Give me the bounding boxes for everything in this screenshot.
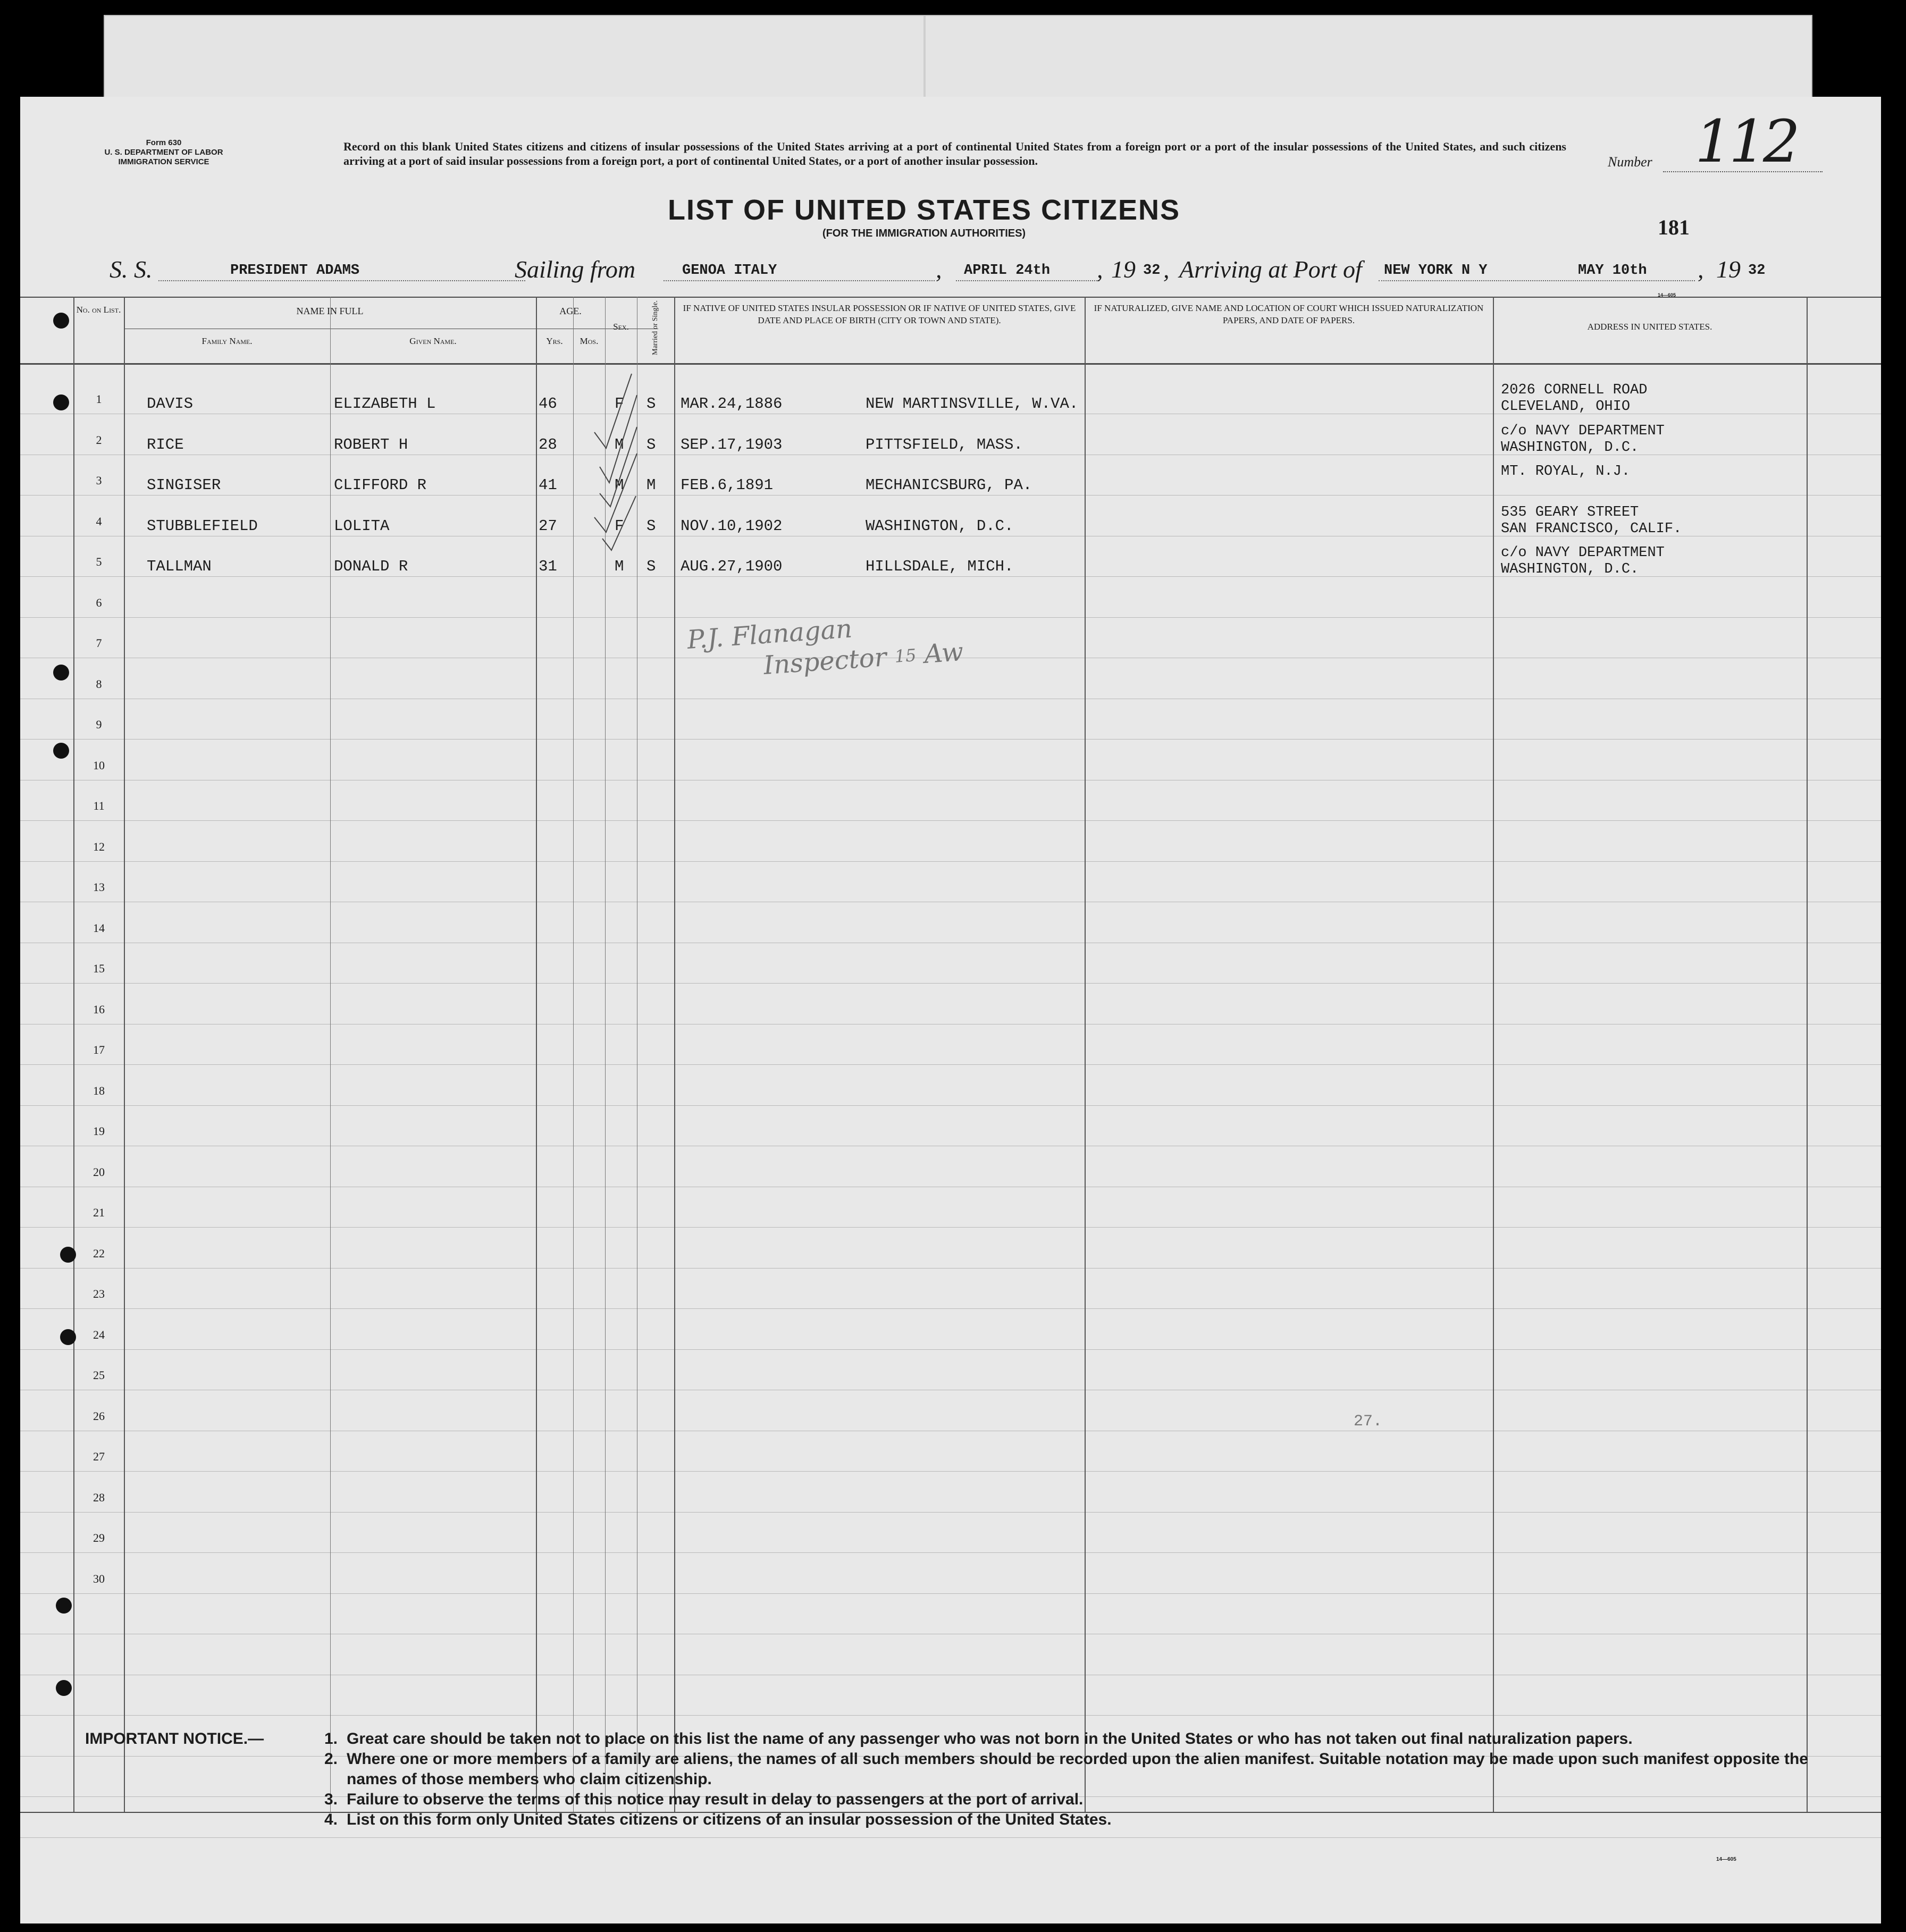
- address-line: c/o NAVY DEPARTMENT: [1501, 423, 1665, 439]
- form-identifier: [84, 138, 244, 167]
- family-name-cell: RICE: [147, 435, 184, 453]
- row-number: 14: [93, 921, 105, 935]
- col-divider: [674, 297, 675, 1812]
- ruled-line: [20, 1715, 1881, 1716]
- row-number: 18: [93, 1083, 105, 1097]
- ruled-line: [20, 1268, 1881, 1269]
- row-number: 5: [96, 555, 102, 568]
- row-number: 15: [93, 962, 105, 975]
- address-line: 2026 CORNELL ROAD: [1501, 382, 1648, 398]
- footer-form-code: 14—605: [1716, 1857, 1736, 1862]
- ship-field-line: [158, 280, 525, 281]
- ruled-line: [20, 861, 1881, 862]
- header-given-name: Given Name.: [409, 336, 457, 346]
- binder-hole: [53, 394, 69, 410]
- header-sex: Sex.: [613, 322, 629, 332]
- check-mark: [600, 395, 637, 483]
- ruled-line: [20, 1308, 1881, 1309]
- row-number: 25: [93, 1368, 105, 1382]
- birth-date-cell: FEB.6,1891: [681, 476, 774, 494]
- notice-item-number: 4.: [324, 1811, 338, 1828]
- address-line: WASHINGTON, D.C.: [1501, 561, 1639, 577]
- row-number: 16: [93, 1002, 105, 1016]
- marital-status-cell: S: [646, 435, 656, 453]
- address-cell: [1501, 505, 1682, 537]
- sail-date: APRIL 24th: [964, 263, 1051, 279]
- ruled-line: [20, 1064, 1881, 1065]
- notice-label: IMPORTANT NOTICE.—: [85, 1730, 264, 1748]
- binder-hole: [53, 665, 69, 681]
- family-name-cell: SINGISER: [147, 476, 221, 494]
- comma-1: ,: [936, 256, 942, 283]
- service-name: IMMIGRATION SERVICE: [118, 157, 209, 166]
- address-cell: [1501, 545, 1665, 578]
- stamped-page-number: 181: [1658, 215, 1690, 239]
- check-mark: [594, 453, 637, 532]
- address-line: SAN FRANCISCO, CALIF.: [1501, 520, 1682, 537]
- number-label: Number: [1608, 154, 1652, 170]
- marital-status-cell: S: [646, 558, 656, 575]
- notice-item-number: 3.: [324, 1791, 338, 1808]
- birth-date-cell: SEP.17,1903: [681, 435, 783, 453]
- family-name-cell: TALLMAN: [147, 558, 212, 575]
- ruled-line: [20, 1837, 1881, 1838]
- row-number: 6: [96, 595, 102, 609]
- check-mark: [594, 374, 632, 448]
- row-number: 27: [93, 1450, 105, 1463]
- comma-4: ,: [1698, 256, 1704, 283]
- given-name-cell: CLIFFORD R: [334, 476, 427, 494]
- arrival-port: NEW YORK N Y: [1384, 263, 1488, 279]
- given-name-cell: ROBERT H: [334, 435, 408, 453]
- header-address: ADDRESS IN UNITED STATES.: [1587, 322, 1712, 332]
- binder-hole: [53, 743, 69, 759]
- row-number: 22: [93, 1246, 105, 1260]
- row-number: 17: [93, 1043, 105, 1056]
- stray-pencil-mark: 27.: [1354, 1413, 1383, 1431]
- row-number: 9: [96, 718, 102, 731]
- arrive-year: 32: [1748, 263, 1766, 279]
- page-subtitle: (FOR THE IMMIGRATION AUTHORITIES): [822, 228, 1026, 239]
- arriving-label: Arriving at Port of: [1179, 256, 1362, 283]
- binder-hole: [53, 313, 69, 329]
- printer-mark: 14—605: [1658, 292, 1676, 298]
- marital-status-cell: S: [646, 395, 656, 413]
- check-mark: [602, 496, 636, 550]
- birth-place-cell: PITTSFIELD, MASS.: [866, 435, 1023, 453]
- ship-name: PRESIDENT ADAMS: [230, 263, 360, 279]
- address-line: c/o NAVY DEPARTMENT: [1501, 545, 1665, 561]
- header-yrs: Yrs.: [546, 336, 563, 346]
- header-age: AGE.: [559, 306, 582, 316]
- given-name-cell: LOLITA: [334, 517, 390, 535]
- ruled-line: [20, 1349, 1881, 1350]
- age-cell: 41: [539, 476, 557, 494]
- birth-place-cell: WASHINGTON, D.C.: [866, 517, 1014, 535]
- notice-item-text: Where one or more members of a family are aliens, the names of all such members should be recorded upon the alien manifest. Suitable notation may be made upon such manifest opposite the names of those members who claim citizenship.: [347, 1750, 1808, 1788]
- sail-year: 32: [1143, 263, 1161, 279]
- address-line: 535 GEARY STREET: [1501, 504, 1639, 520]
- row-number: 19: [93, 1124, 105, 1138]
- binder-hole: [60, 1329, 76, 1345]
- age-cell: 27: [539, 517, 557, 535]
- marital-status-cell: M: [646, 476, 656, 494]
- row-number: 8: [96, 677, 102, 691]
- row-number: 26: [93, 1409, 105, 1423]
- row-number: 30: [93, 1572, 105, 1585]
- from-port-line: [664, 280, 935, 281]
- col-divider: [330, 297, 331, 1812]
- header-bottom-border: [20, 363, 1881, 365]
- row-number: 7: [96, 636, 102, 650]
- col-divider: [1085, 297, 1086, 1812]
- birth-date-cell: AUG.27,1900: [681, 558, 783, 575]
- row-number: 10: [93, 758, 105, 772]
- sex-cell: F: [615, 517, 624, 535]
- col-divider: [124, 297, 125, 1812]
- arrival-date: MAY 10th: [1578, 263, 1647, 279]
- sex-cell: M: [615, 476, 624, 494]
- header-family-name: Family Name.: [201, 336, 253, 346]
- address-line: CLEVELAND, OHIO: [1501, 399, 1631, 415]
- notice-item: [324, 1749, 1813, 1790]
- binder-hole: [60, 1247, 76, 1263]
- header-married-single: Married or Single.: [651, 300, 659, 355]
- handwritten-list-number: 112: [1695, 107, 1797, 175]
- ruled-line: [20, 1552, 1881, 1553]
- age-cell: 28: [539, 435, 557, 453]
- address-line: WASHINGTON, D.C.: [1501, 439, 1639, 456]
- header-mos: Mos.: [580, 336, 599, 346]
- col-divider: [1807, 297, 1808, 1812]
- notice-item: [324, 1790, 1813, 1810]
- ruled-line: [20, 1512, 1881, 1513]
- row-number: 2: [96, 433, 102, 447]
- row-number: 11: [93, 799, 105, 812]
- given-name-cell: ELIZABETH L: [334, 395, 436, 413]
- signature-tail: Aw: [923, 636, 964, 669]
- manifest-page: [20, 97, 1881, 1923]
- notice-item-number: 2.: [324, 1750, 338, 1768]
- ruled-line: [20, 1471, 1881, 1472]
- signature-role: Inspector: [762, 642, 888, 681]
- ruled-line: [20, 820, 1881, 821]
- family-name-cell: DAVIS: [147, 395, 194, 413]
- ruled-line: [20, 1105, 1881, 1106]
- birth-place-cell: NEW MARTINSVILLE, W.VA.: [866, 395, 1079, 413]
- address-cell: [1501, 423, 1665, 456]
- given-name-cell: DONALD R: [334, 558, 408, 575]
- ruled-line: [20, 1227, 1881, 1228]
- address-cell: [1501, 464, 1630, 480]
- row-number: 21: [93, 1206, 105, 1219]
- birth-date-cell: NOV.10,1902: [681, 517, 783, 535]
- sex-cell: M: [615, 435, 624, 453]
- ss-label: S. S.: [110, 256, 153, 283]
- col-divider: [536, 297, 537, 1812]
- row-number: 4: [96, 514, 102, 528]
- row-number: 12: [93, 839, 105, 853]
- row-number: 20: [93, 1165, 105, 1179]
- binder-hole: [56, 1680, 72, 1696]
- address-cell: [1501, 382, 1647, 415]
- department-name: U. S. DEPARTMENT OF LABOR: [104, 148, 223, 157]
- family-name-cell: STUBBLEFIELD: [147, 517, 258, 535]
- notice-item-text: Great care should be taken not to place on this list the name of any passenger who was not born in the United States or who has not taken out final naturalization papers.: [347, 1730, 1633, 1748]
- ruled-line: [20, 1593, 1881, 1594]
- header-naturalization: IF NATURALIZED, GIVE NAME AND LOCATION OF COURT WHICH ISSUED NATURALIZATION PAPERS, AND DATE OF PAPERS.: [1094, 303, 1484, 325]
- check-marks: [573, 363, 669, 555]
- row-number: 1: [96, 392, 102, 406]
- comma-3: ,: [1163, 256, 1170, 283]
- row-number: 28: [93, 1490, 105, 1504]
- age-cell: 46: [539, 395, 557, 413]
- sail-year-prefix: 19: [1111, 256, 1136, 283]
- row-number: 29: [93, 1531, 105, 1544]
- notice-item-text: List on this form only United States citizens or citizens of an insular possession of the United States.: [347, 1811, 1112, 1828]
- ruled-line: [20, 983, 1881, 984]
- form-number: Form 630: [146, 138, 182, 147]
- row-number: 13: [93, 880, 105, 894]
- departure-port: GENOA ITALY: [682, 263, 777, 279]
- address-line: MT. ROYAL, N.J.: [1501, 464, 1631, 480]
- notice-item-text: Failure to observe the terms of this notice may result in delay to passengers at the port of arrival.: [347, 1791, 1084, 1808]
- table-top-border: [20, 297, 1881, 298]
- header-name-in-full: NAME IN FULL: [296, 306, 364, 316]
- signature-suffix: 15: [894, 645, 917, 667]
- intro-instructions: Record on this blank United States citizens and citizens of insular possessions of the United States arriving at a port of continental United States from a foreign port or a port of the insular possessions of the United States, and such citizens arriving at a port of said insular possessions from a foreign port, a port of continental United States, or a port of another insular possession.: [343, 140, 1566, 167]
- notice-item: [324, 1729, 1813, 1749]
- notice-items: [324, 1729, 1813, 1830]
- birth-place-cell: MECHANICSBURG, PA.: [866, 476, 1032, 494]
- col-divider: [1493, 297, 1494, 1812]
- row-number: 3: [96, 474, 102, 487]
- to-port-line: [1379, 280, 1695, 281]
- signature-name: P.J. Flanagan: [686, 614, 853, 656]
- binder-hole: [56, 1598, 72, 1614]
- notice-item: [324, 1810, 1813, 1830]
- sail-date-line: [956, 280, 1099, 281]
- birth-place-cell: HILLSDALE, MICH.: [866, 558, 1014, 575]
- arrive-year-prefix: 19: [1716, 256, 1741, 283]
- sailing-label: Sailing from: [515, 256, 636, 283]
- row-number: 23: [93, 1287, 105, 1300]
- comma-2: ,: [1097, 256, 1103, 283]
- header-no-on-list: No. on List.: [76, 305, 121, 315]
- age-cell: 31: [539, 558, 557, 575]
- marital-status-cell: S: [646, 517, 656, 535]
- ruled-line: [20, 739, 1881, 740]
- page-title: LIST OF UNITED STATES CITIZENS: [668, 194, 1180, 226]
- notice-item-number: 1.: [324, 1730, 338, 1748]
- sex-cell: F: [615, 395, 624, 413]
- birth-date-cell: MAR.24,1886: [681, 395, 783, 413]
- col-divider: [73, 297, 74, 1812]
- sex-cell: M: [615, 558, 624, 575]
- header-birth: IF NATIVE OF UNITED STATES INSULAR POSSESSION OR IF NATIVE OF UNITED STATES, GIVE DATE AND PLACE OF BIRTH (CITY OR TOWN AND STATE).: [683, 303, 1076, 325]
- row-number: 24: [93, 1328, 105, 1341]
- passenger-table: [20, 297, 1881, 1812]
